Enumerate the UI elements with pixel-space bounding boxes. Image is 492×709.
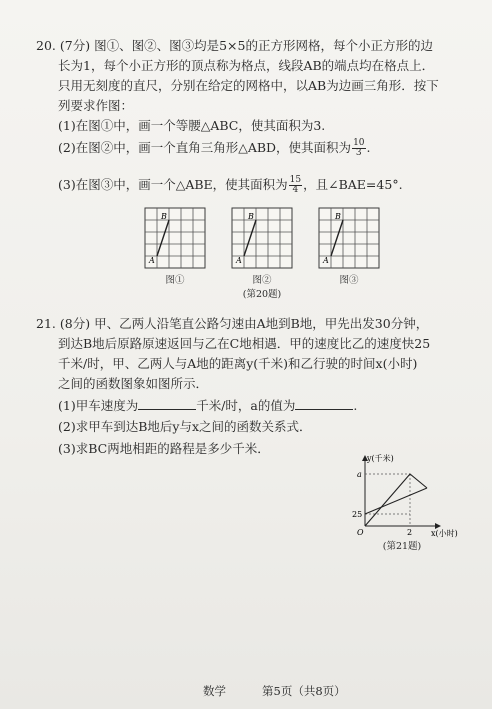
q21-text-line2: 到达B地后原路原速返回与乙在C地相遇．甲的速度比乙的速度快25: [58, 336, 431, 351]
q20-points: (7分): [59, 38, 91, 53]
q21-text-line3: 千米/时，甲、乙两人与A地的距离y(千米)和乙行驶的时间x(小时): [58, 356, 418, 371]
graph-25-label: 25: [352, 510, 363, 519]
q20-item3-end: ，且∠BAE=45°.: [303, 177, 403, 192]
footer-page-number: 第5页（共8页）: [262, 684, 346, 698]
fig2-label: 图②: [252, 275, 272, 286]
q20-item3-text: (3)在图③中，画一个△ABE，使其面积为: [58, 177, 288, 192]
q21-item3: (3)求BC两地相距的路程是多少千米．: [58, 441, 270, 456]
q20-text-line3: 只用无刻度的直尺，分别在给定的网格中，以AB为边画三角形．按下: [58, 78, 439, 93]
q21-text-line1: 甲、乙两人沿笔直公路匀速由A地到B地，甲先出发30分钟，: [94, 316, 429, 331]
q20-number: 20.: [36, 38, 56, 53]
q20-text-line4: 列要求作图：: [58, 98, 134, 113]
yi-graph-line: [365, 488, 427, 514]
q20-item2-end: .: [366, 140, 371, 155]
fraction-numerator: 15: [289, 175, 302, 185]
grid-2: [232, 208, 292, 268]
label-b: B: [335, 212, 341, 221]
label-a: A: [149, 256, 155, 265]
q21-caption: (第21题): [382, 541, 422, 552]
graph-a-label: a: [357, 470, 362, 479]
graph-origin-label: O: [357, 528, 364, 537]
q21-item1: [58, 397, 357, 415]
q21-points: (8分): [59, 316, 91, 331]
q21-item1-text-a: (1)甲车速度为: [58, 398, 139, 413]
q20-grids: [140, 206, 390, 276]
label-b: B: [248, 212, 254, 221]
graph-x2-label: 2: [407, 528, 413, 537]
q20-text-line2: 长为1，每个小正方形的顶点称为格点，线段AB的端点均在格点上．: [58, 58, 435, 73]
q20-text-line1: 图①、图②、图③均是5×5的正方形网格，每个小正方形的边: [94, 38, 433, 53]
grid-3: [319, 208, 379, 268]
q20-item1: (1)在图①中，画一个等腰△ABC，使其面积为3.: [58, 118, 326, 133]
q21-graph: [345, 452, 465, 542]
graph-x-label: x(小时): [431, 529, 458, 538]
fraction-numerator: 10: [353, 138, 365, 148]
q20-caption: (第20题): [242, 289, 282, 300]
q20-item2: [58, 139, 371, 158]
label-a: A: [236, 256, 242, 265]
q20-item3: [58, 176, 403, 195]
jia-graph-line: [365, 474, 427, 526]
q21-item1-end: .: [353, 398, 358, 413]
fraction-denominator: 4: [292, 185, 299, 195]
q20-item2-text: (2)在图②中，画一个直角三角形△ABD，使其面积为: [58, 140, 352, 155]
fraction-denominator: 3: [355, 148, 362, 158]
grid-1: [145, 208, 205, 268]
q20-item2-fraction: [352, 139, 365, 158]
fig1-label: 图①: [165, 275, 185, 286]
graph-y-label: y(千米): [367, 454, 394, 463]
fig3-label: 图③: [339, 275, 359, 286]
q21-text-line4: 之间的函数图象如图所示．: [58, 376, 209, 391]
label-a: A: [323, 256, 329, 265]
q20-item3-fraction: [289, 176, 302, 195]
answer-blank-speed[interactable]: [138, 397, 196, 410]
q21-number: 21.: [36, 316, 56, 331]
label-b: B: [161, 212, 167, 221]
footer-subject: 数学: [203, 684, 226, 698]
q21-item2: (2)求甲车到达B地后y与x之间的函数关系式．: [58, 419, 312, 434]
q21-item1-text-b: 千米/时，a的值为: [196, 398, 296, 413]
q20-line1: [36, 37, 433, 55]
answer-blank-a[interactable]: [295, 397, 353, 410]
q21-line1: [36, 315, 428, 333]
